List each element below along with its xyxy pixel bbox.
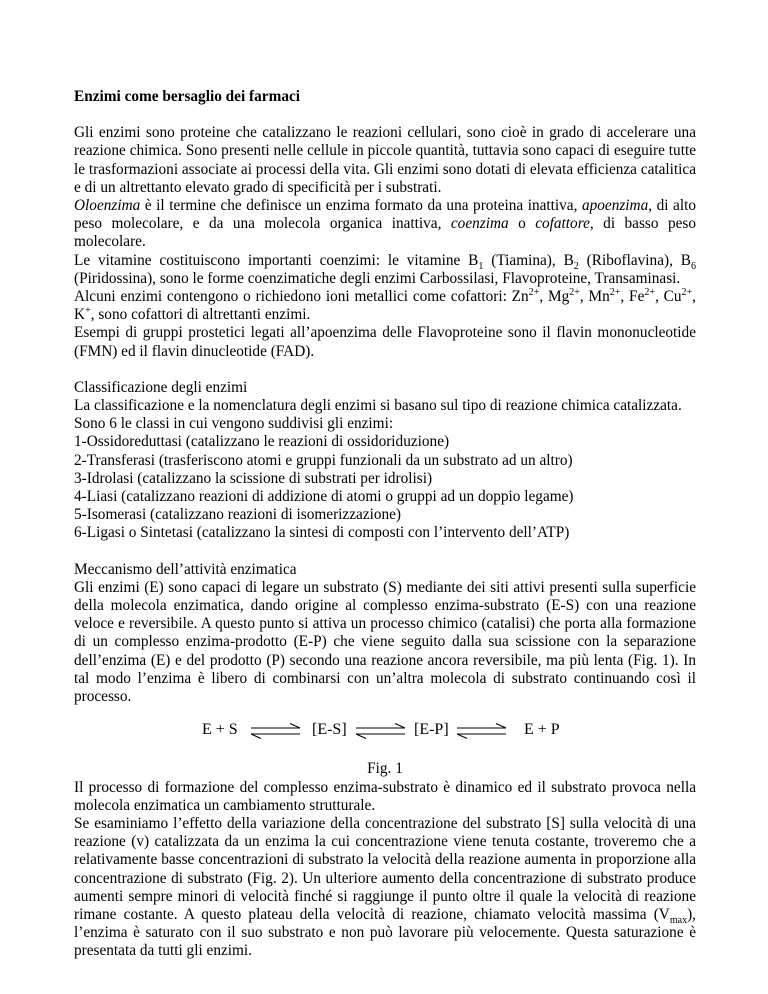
apoenzima-term: apoenzima xyxy=(581,197,649,215)
equilibrium-arrow-1 xyxy=(251,724,300,739)
reaction-term-complex-ep: [E-P] xyxy=(414,721,449,739)
classification-heading: Classificazione degli enzimi xyxy=(74,378,248,396)
oloenzima-paragraph: Oloenzima è il termine che definisce un enzima formato da una proteina inattiva, apoenzima, di alto peso molecolare, e da una molecola organica inattiva, coenzima o cofattore, di basso peso molecolare. xyxy=(74,197,696,251)
class-item: 2-Transferasi (trasferiscono atomi e gruppi funzionali da un substrato ad un altro) xyxy=(74,451,573,469)
equilibrium-arrow-3 xyxy=(457,724,506,739)
mechanism-paragraph: Gli enzimi (E) sono capaci di legare un substrato (S) mediante dei siti attivi presenti sulla superficie della molecola enzimatica, dando origine al complesso enzima-substrato (E-S) con una reazione veloce e reversibile. A questo punto si attiva un processo chimico (catalisi) che porta alla formazione di un complesso enzima-prodotto (E-P) che viene seguito dalla sua scissione con la separazione dell’enzima (E) e del prodotto (P) secondo una reazione ancora reversibile, ma più lenta (Fig. 1). In tal modo l’enzima è libero di combinarsi con un’altra molecola di substrato continuando così il processo. xyxy=(74,578,696,706)
dynamics-paragraph: Il processo di formazione del complesso enzima-substrato è dinamico ed il substrato provoca nella molecola enzimatica un cambiamento strutturale. xyxy=(74,778,696,814)
class-item: 5-Isomerasi (catalizzano reazioni di isomerizzazione) xyxy=(74,506,402,524)
classification-line: La classificazione e la nomenclatura degli enzimi si basano sul tipo di reazione chimica catalizzata. xyxy=(74,397,682,415)
kinetics-paragraph: Se esaminiamo l’effetto della variazione della concentrazione del substrato [S] sulla velocità di una reazione (v) catalizzata da un enzima la cui concentrazione viene tenuta costante, troveremo che a relativamente basse concentrazioni di substrato la velocità della reazione aumenta in proporzione alla concentrazione di substrato (Fig. 2). Un ulteriore aumento della concentrazione di substrato produce aumenti sempre minori di velocità finché si raggiunge il punto oltre il quale la velocità di reazione rimane costante. A questo plateau della velocità di reazione, chiamato velocità massima $(V_{max})$, l’enzima è saturato con il suo substrato e non può lavorare più velocemente. Questa saturazione è presentata da tutti gli enzimi. xyxy=(74,814,696,960)
figure-caption: Fig. 1 xyxy=(367,760,403,778)
reaction-term-es: E + S xyxy=(202,721,238,739)
classification-line: Sono 6 le classi in cui vengono suddivisi gli enzimi: xyxy=(74,415,394,433)
ioni-paragraph: Alcuni enzimi contengono o richiedono ioni metallici come cofattori: $Zn^{2+}$, $Mg^{2+}$, $Mn^{2+}$, $Fe^{2+}$, $Cu^{2+}$, K+, sono cofattori di altrettanti enzimi. xyxy=(74,286,696,324)
document-page xyxy=(74,88,696,961)
reaction-diagram xyxy=(74,706,696,760)
reaction-term-complex-es: [E-S] xyxy=(312,721,347,739)
reaction-term-ep: E + P xyxy=(524,721,560,739)
spacer xyxy=(74,106,696,124)
equilibrium-arrow-2 xyxy=(356,724,405,739)
mechanism-heading: Meccanismo dell’attività enzimatica xyxy=(74,560,297,578)
cofattore-term: cofattore xyxy=(535,215,590,233)
intro-paragraph: Gli enzimi sono proteine che catalizzano le reazioni cellulari, sono cioè in grado di accelerare una reazione chimica. Sono presenti nelle cellule in piccole quantità, tuttavia sono capaci di eseguire tutte le trasformazioni associate ai processi della vita. Gli enzimi sono dotati di elevata efficienza catalitica e di un altrettanto elevato grado di specificità per i substrati. xyxy=(74,124,696,196)
class-item: 1-Ossidoreduttasi (catalizzano le reazioni di ossidoriduzione) xyxy=(74,433,450,451)
class-item: 3-Idrolasi (catalizzano la scissione di substrati per idrolisi) xyxy=(74,469,433,487)
document-title: Enzimi come bersaglio dei farmaci xyxy=(74,88,301,105)
class-item: 6-Ligasi o Sintetasi (catalizzano la sintesi di composti con l’intervento dell’ATP) xyxy=(74,524,570,542)
coenzima-term: coenzima xyxy=(450,215,509,233)
spacer xyxy=(74,543,696,561)
class-item: 4-Liasi (catalizzano reazioni di addizione di atomi o gruppi ad un doppio legame) xyxy=(74,488,574,506)
flavoproteine-paragraph: Esempi di gruppi prostetici legati all’apoenzima delle Flavoproteine sono il flavin mononucleotide (FMN) ed il flavin dinucleotide (FAD). xyxy=(74,324,696,360)
vitamine-paragraph: Le vitamine costituiscono importanti coenzimi: le vitamine $B_1$ (Tiamina), $B_2$ (Riboflavina), $B_6$ (Piridossina), sono le forme coenzimatiche degli enzimi Carbossilasi, Flavoproteine, Transaminasi. xyxy=(74,251,696,287)
oloenzima-term: Oloenzima xyxy=(74,197,141,215)
reaction-scheme xyxy=(74,706,696,760)
spacer xyxy=(74,361,696,379)
